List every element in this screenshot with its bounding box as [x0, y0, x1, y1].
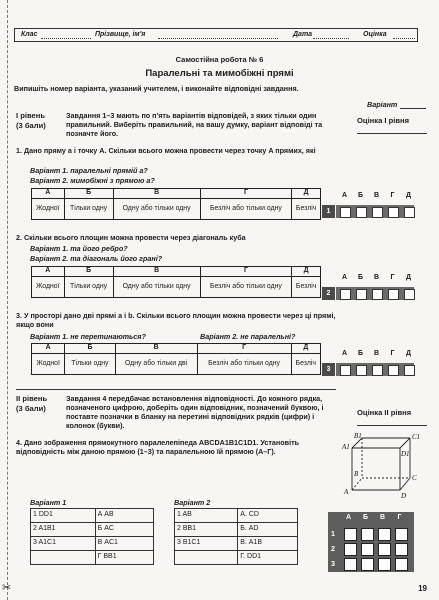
grid-letter: А — [341, 350, 348, 357]
answer-grid-row-3 — [322, 363, 414, 376]
answer-option: Жодної — [32, 199, 65, 220]
edge — [400, 438, 410, 448]
answer-cell[interactable] — [404, 207, 415, 218]
match-cell[interactable] — [361, 528, 374, 541]
grid-letter: А — [341, 274, 348, 281]
answer-cell[interactable] — [388, 289, 399, 300]
match-right: Б AC — [95, 523, 153, 537]
answer-cell[interactable] — [388, 207, 399, 218]
answer-option: Безліч — [292, 199, 321, 220]
student-header — [14, 28, 418, 42]
match-grid-letters — [342, 514, 412, 524]
answer-cell[interactable] — [388, 365, 399, 376]
answer-header: Д — [292, 189, 321, 199]
q2-answer-table — [31, 266, 321, 298]
grid-letter: Г — [390, 350, 395, 357]
level2-points: (3 бали) — [16, 404, 46, 413]
match-cell[interactable] — [361, 558, 374, 571]
answer-option: Тільки одну — [64, 199, 113, 220]
match-cell[interactable] — [395, 528, 408, 541]
answer-option: Тільки одну — [64, 277, 113, 298]
grid-letter: Д — [406, 192, 411, 199]
answer-header: Д — [292, 267, 321, 277]
answer-option: Одну або тільки одну — [113, 199, 200, 220]
q2-variant-1: Варіант 1. та його ребро? — [30, 244, 128, 253]
answer-header: А — [32, 267, 65, 277]
grid-letter: Г — [390, 274, 395, 281]
level1-instructions: Завдання 1–3 мають по п'ять варіантів відповідей, з яких тільки один правильний. Виберіть правильний, на вашу думку, варіант відповіді та позначте його. — [66, 111, 323, 138]
answer-grid-letters — [338, 274, 418, 284]
row-number: 1 — [331, 529, 335, 538]
grid-letter: Д — [406, 274, 411, 281]
grade-level2-field[interactable] — [357, 425, 427, 426]
answer-header: Б — [64, 267, 113, 277]
grid-letter: В — [373, 350, 380, 357]
match-left: 2 BB1 — [175, 523, 238, 537]
row-number: 2 — [322, 287, 335, 300]
level1-label: І рівень — [16, 111, 46, 120]
q1-variant-2: Варіант 2. мимобіжні з прямою a? — [30, 176, 155, 185]
grid-letter: Б — [357, 192, 364, 199]
answer-header: Б — [64, 189, 113, 199]
question-3: 3. У просторі дано дві прямі a і b. Скільки всього площин можна провести через ці прямі, якщо вони — [16, 311, 336, 329]
match-right: Б. AD — [238, 523, 298, 537]
match-left: 1 DD1 — [31, 509, 96, 523]
grid-letter: Б — [357, 274, 364, 281]
grid-letter: В — [379, 514, 386, 521]
answer-option: Одну або тільки одну — [113, 277, 200, 298]
answer-option: Безліч — [291, 354, 320, 375]
match-cell[interactable] — [344, 528, 357, 541]
answer-header: Д — [291, 344, 320, 354]
parallelepiped-diagram — [330, 432, 430, 502]
level2-label: ІІ рівень — [16, 394, 48, 403]
answer-header: В — [113, 189, 200, 199]
variant-label: Варіант — [367, 100, 398, 109]
answer-option: Жодної — [32, 354, 65, 375]
answer-cell[interactable] — [372, 365, 383, 376]
grid-letter: Б — [357, 350, 364, 357]
match-cell[interactable] — [361, 543, 374, 556]
answer-cell[interactable] — [372, 207, 383, 218]
grid-letter: В — [373, 274, 380, 281]
grade-label: Оцінка — [363, 31, 387, 38]
vertex-label: A1 — [342, 443, 350, 451]
match-cell[interactable] — [395, 543, 408, 556]
match-cell[interactable] — [344, 558, 357, 571]
match-right: А AB — [95, 509, 153, 523]
question-2: 2. Скільки всього площин можна провести через діагональ куба — [16, 233, 246, 242]
answer-cell[interactable] — [356, 289, 367, 300]
surname-label: Прізвище, ім'я — [95, 31, 146, 38]
match-left: 3 B1C1 — [175, 537, 238, 551]
match-right: В AC1 — [95, 537, 153, 551]
match-left: 3 A1C1 — [31, 537, 96, 551]
match-cell[interactable] — [378, 558, 391, 571]
answer-cell[interactable] — [404, 289, 415, 300]
grade-field[interactable] — [393, 38, 415, 39]
grade-level1-field[interactable] — [357, 133, 427, 134]
answer-option: Безліч — [292, 277, 321, 298]
match-left — [31, 551, 96, 565]
variant-field[interactable] — [400, 108, 426, 109]
class-label: Клас — [21, 31, 38, 38]
vertex-label: B1 — [354, 432, 362, 440]
date-label: Дата — [293, 31, 313, 38]
match-grid-row-2 — [330, 541, 414, 556]
date-field[interactable] — [313, 38, 349, 39]
answer-cell[interactable] — [356, 365, 367, 376]
answer-grid-row-1 — [322, 205, 414, 218]
grade-level1-label: Оцінка І рівня — [357, 116, 410, 125]
answer-header: А — [32, 344, 65, 354]
section-divider — [16, 389, 336, 390]
answer-option: Безліч або тільки одну — [200, 199, 292, 220]
grid-letter: Г — [397, 514, 402, 521]
answer-cell[interactable] — [356, 207, 367, 218]
question-4: 4. Дано зображення прямокутного паралелепіпеда ABCDA1B1C1D1. Установіть відповідність між даною прямою (1–3) та паралельною їй прямою (А–Г). — [16, 438, 300, 456]
q2-variant-2: Варіант 2. та діагональ його грані? — [30, 254, 163, 263]
answer-header: Г — [200, 267, 292, 277]
q1-answer-table — [31, 188, 321, 220]
answer-cell[interactable] — [340, 365, 351, 376]
vertex-label: D1 — [401, 450, 410, 458]
row-number: 2 — [331, 544, 335, 553]
grid-letter: А — [341, 192, 348, 199]
answer-option: Безліч або тільки одну — [200, 277, 292, 298]
match-grid-row-3 — [330, 556, 414, 571]
match-cell[interactable] — [344, 543, 357, 556]
level2-instructions: Завдання 4 передбачає встановлення відповідності. До кожного рядка, позначеного цифрою, доберіть один відповідник, позначений буквою, і поставте позначки в бланку на перетині відповідних рядків (цифри) і колонок (букви). — [66, 394, 324, 430]
vertex-label: C1 — [412, 433, 421, 441]
answer-option: Одну або тільки дві — [115, 354, 197, 375]
q3-answer-table — [31, 343, 321, 375]
match1-title: Варіант 1 — [30, 498, 67, 507]
vertex-label: D — [401, 492, 407, 500]
vertex-label: A — [344, 488, 349, 496]
answer-option: Безліч або тільки одну — [197, 354, 291, 375]
match-right: В. A1B — [238, 537, 298, 551]
grade-level2-label: Оцінка ІІ рівня — [357, 408, 412, 417]
grid-letter: Д — [406, 350, 411, 357]
answer-grid-row-2 — [322, 287, 414, 300]
cut-line — [7, 0, 8, 600]
answer-header: Б — [65, 344, 115, 354]
q1-variant-1: Варіант 1. паралельні прямій a? — [30, 166, 148, 175]
page-number: 19 — [418, 584, 427, 593]
answer-header: В — [115, 344, 197, 354]
hidden-edge — [352, 478, 362, 490]
match2-title: Варіант 2 — [174, 498, 211, 507]
match-right: Г. DD1 — [238, 551, 298, 565]
work-title: Самостійна робота № 6 — [175, 55, 264, 64]
match-cell[interactable] — [395, 558, 408, 571]
vertex-label: C — [412, 474, 417, 482]
question-1: 1. Дано пряму a і точку A. Скільки всього можна провести через точку A прямих, які — [16, 146, 316, 155]
answer-header: Г — [197, 344, 291, 354]
grid-letter: Б — [362, 514, 369, 521]
answer-header: А — [32, 189, 65, 199]
match-right: А. CD — [238, 509, 298, 523]
answer-grid-letters — [338, 192, 418, 202]
match-cell[interactable] — [378, 543, 391, 556]
vertex-label: B — [354, 470, 359, 478]
topic-title: Паралельні та мимобіжні прямі — [145, 68, 294, 79]
match-left: 2 A1B1 — [31, 523, 96, 537]
match-grid-row-1 — [330, 526, 414, 541]
grid-letter: В — [373, 192, 380, 199]
q3-variant-2: Варіант 2. не паралельні? — [200, 332, 296, 341]
answer-cell[interactable] — [372, 289, 383, 300]
match1-table — [30, 508, 154, 565]
match-left — [175, 551, 238, 565]
answer-option: Жодної — [32, 277, 65, 298]
answer-cell[interactable] — [404, 365, 415, 376]
answer-cell[interactable] — [340, 289, 351, 300]
grid-letter: Г — [390, 192, 395, 199]
answer-header: В — [113, 267, 200, 277]
scissors-icon: ✂ — [2, 582, 12, 595]
answer-option: Тільки одну — [65, 354, 115, 375]
surname-field[interactable] — [158, 38, 278, 39]
match2-table — [174, 508, 298, 565]
row-number: 3 — [331, 559, 335, 568]
q3-variant-1: Варіант 1. не перетинаються? — [30, 332, 146, 341]
answer-header: Г — [200, 189, 292, 199]
edge — [400, 478, 410, 490]
level1-points: (3 бали) — [16, 121, 46, 130]
answer-cell[interactable] — [340, 207, 351, 218]
row-number: 1 — [322, 205, 335, 218]
answer-grid-letters — [338, 350, 418, 360]
match-left: 1 AB — [175, 509, 238, 523]
grid-letter: А — [345, 514, 352, 521]
class-field[interactable] — [41, 38, 91, 39]
intro-text: Випишіть номер варіанта, указаний учителем, і виконайте відповідні завдання. — [14, 84, 299, 93]
match-cell[interactable] — [378, 528, 391, 541]
match-right: Г BB1 — [95, 551, 153, 565]
row-number: 3 — [322, 363, 335, 376]
